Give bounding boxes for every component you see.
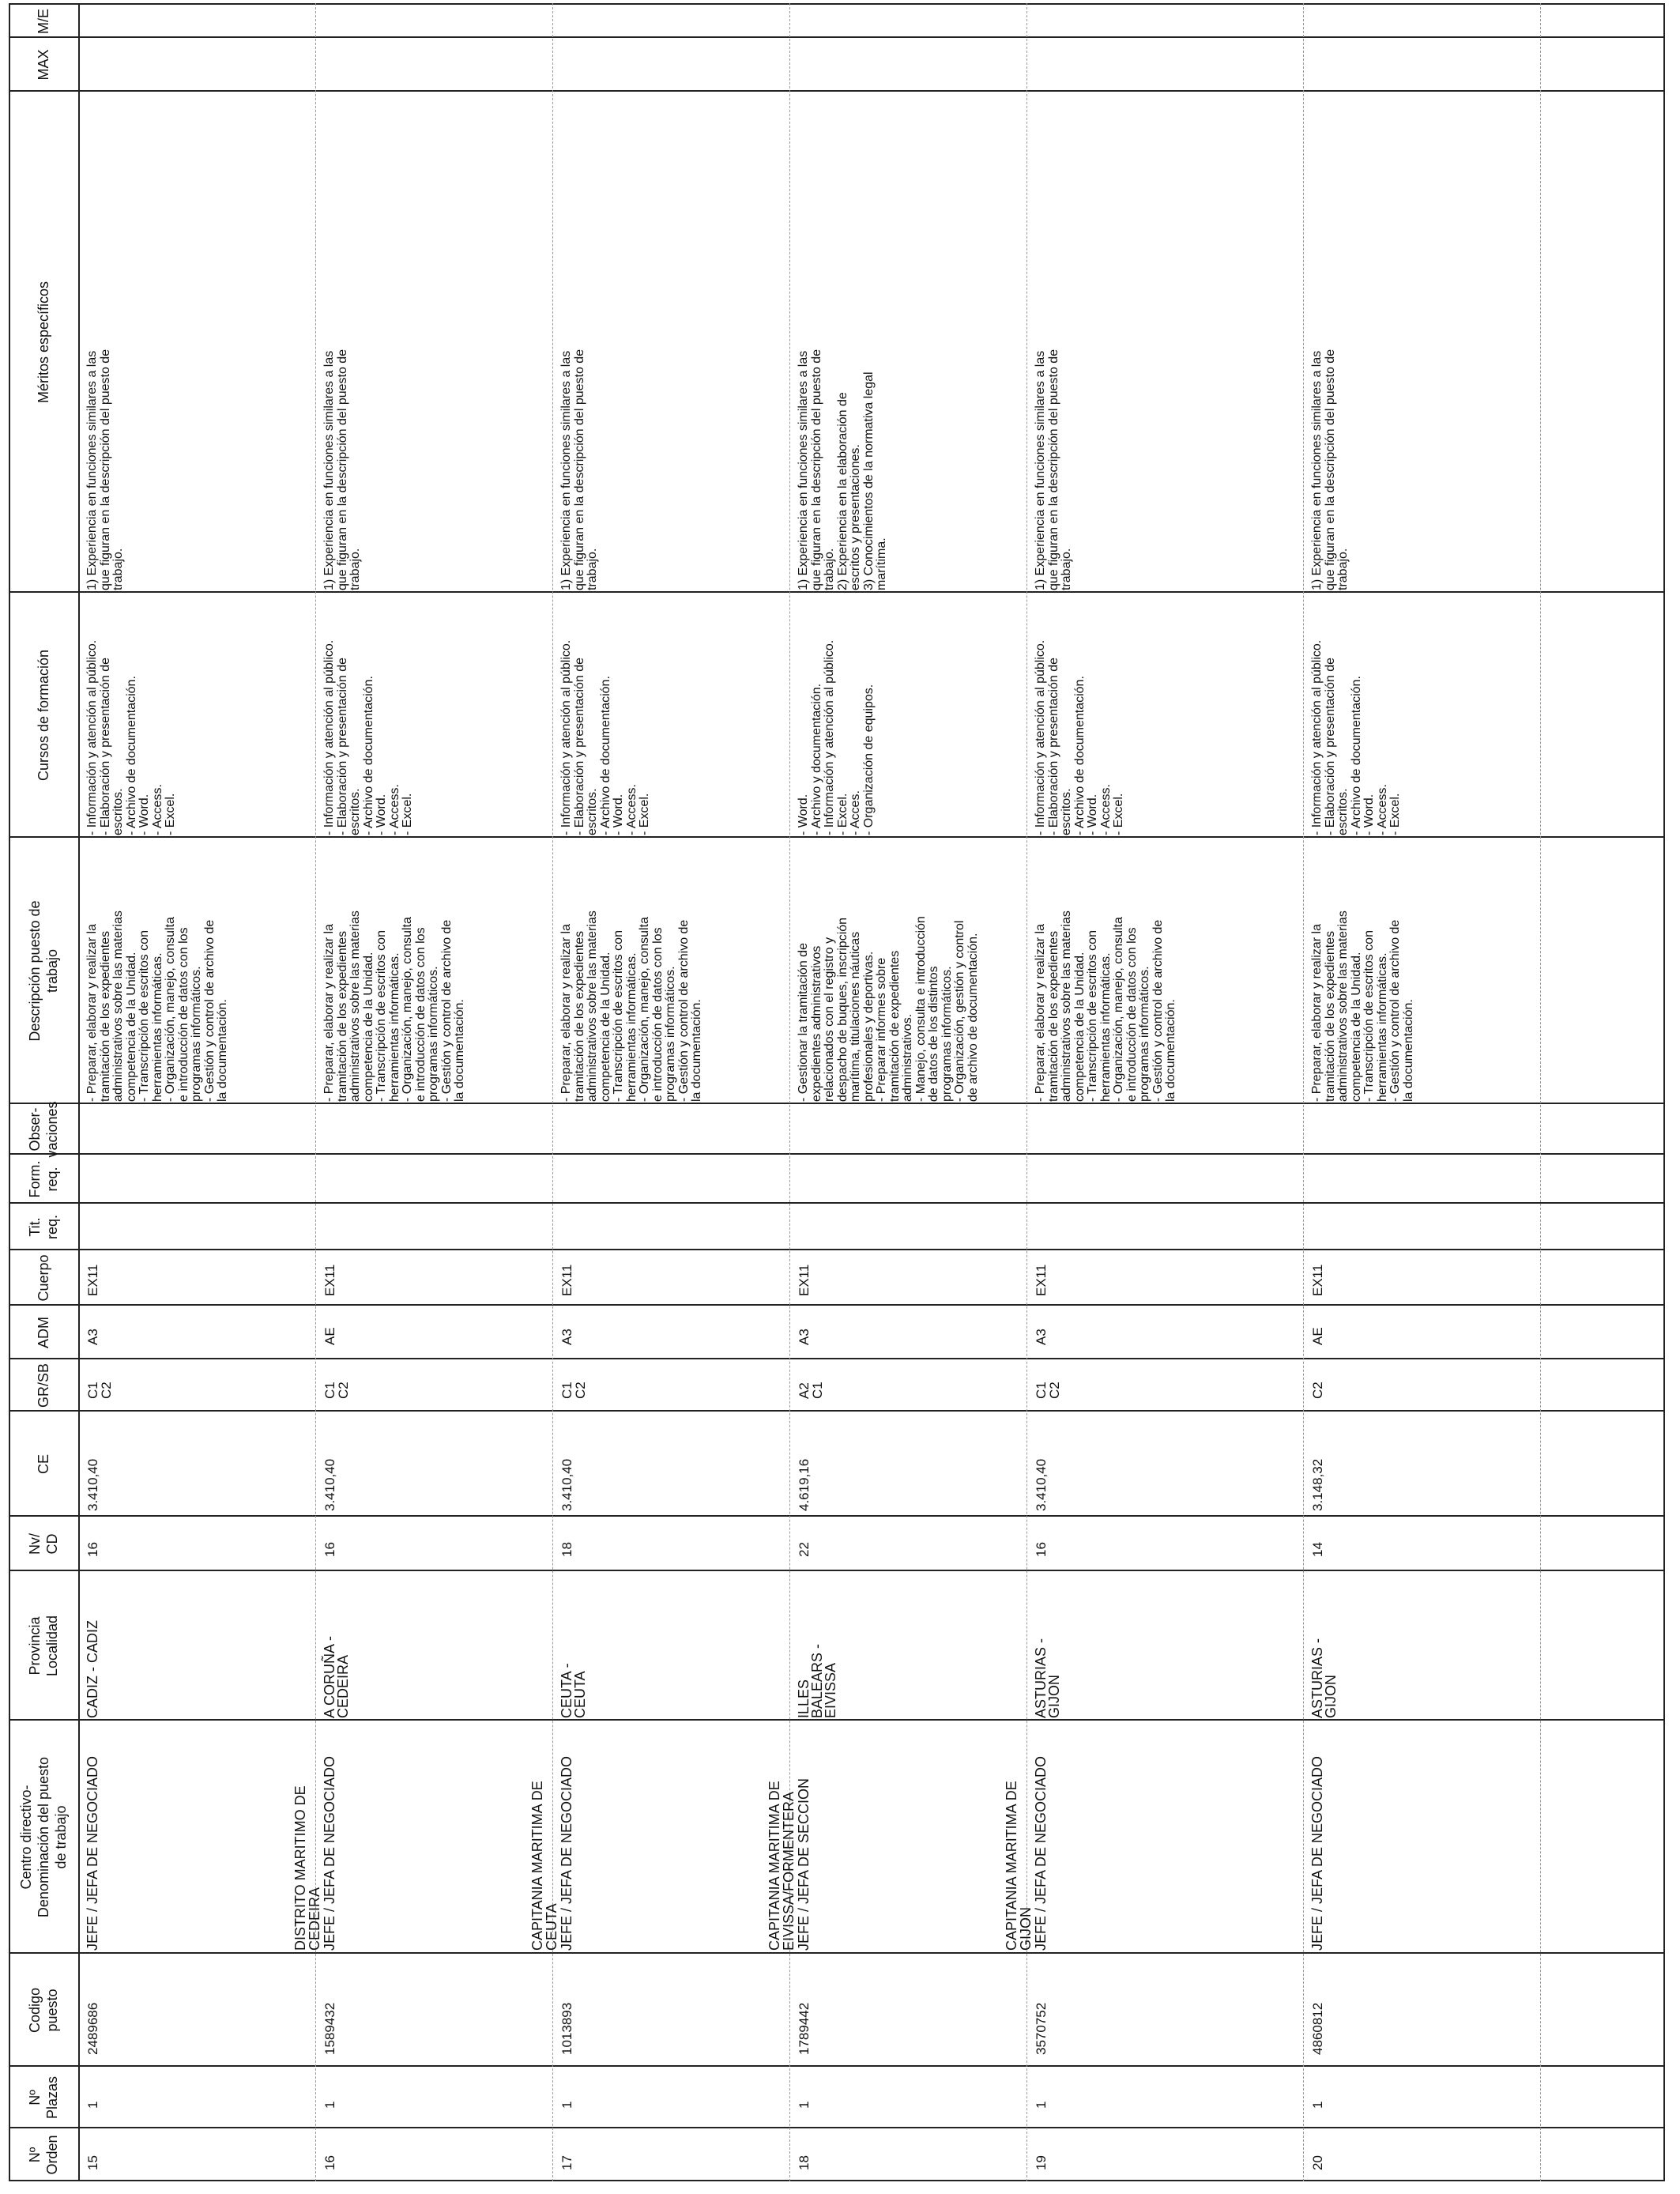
plazas-cell: 1 [1310, 2101, 1325, 2109]
descripcion-list-line: competencia de la Unidad. [124, 952, 138, 1102]
header-observaciones: Obser- vaciones [27, 1101, 60, 1158]
cuerpo-cell: EX11 [559, 1264, 574, 1296]
grupo-cell: C2 [1310, 1382, 1325, 1399]
header-plazas: Nº Plazas [27, 2075, 60, 2120]
cursos-list-line: - Access. [1375, 784, 1389, 835]
descripcion-list-line: - Gestión y control de archivo de [439, 919, 454, 1102]
descripcion-list-line: - Gestión y control de archivo de [1151, 919, 1165, 1102]
nivel-cell: 22 [797, 1542, 812, 1557]
cursos-list-line: - Archivo y documentación. [809, 683, 823, 835]
cursos-list-line: - Word. [797, 794, 810, 835]
descripcion-list-line: programas informáticos. [427, 966, 440, 1102]
meritos-list-line: 1) Experiencia en funciones similares a las [1034, 350, 1047, 590]
cursos-list-line: - Excel. [1112, 793, 1125, 835]
cursos-list-line: - Elaboración y presentación de [335, 657, 349, 835]
descripcion-list-line: - Transcripción de escritos con [375, 930, 388, 1102]
nivel-cell: 16 [322, 1542, 337, 1557]
descripcion-list-line: competencia de la Unidad. [1072, 952, 1087, 1102]
meritos-list-line: que figuran en la descripción del puesto de [1323, 349, 1337, 590]
codigo-cell: 1013893 [559, 2002, 574, 2055]
descripcion-list-line: - Gestionar la tramitación de [797, 943, 810, 1102]
ce-cell: 3.410,40 [322, 1458, 337, 1511]
codigo-cell: 1589432 [322, 2002, 337, 2055]
descripcion-list-line: administrativos sobre las materias [1060, 910, 1073, 1102]
header-cursos: Cursos de formación [36, 649, 51, 782]
cursos-list-line: - Archivo de documentación. [1349, 676, 1363, 835]
header-orden: Nº Orden [27, 2135, 60, 2175]
descripcion-list-line: - Gestión y control de archivo de [676, 919, 691, 1102]
cursos-list-line: - Word. [612, 794, 625, 835]
cursos-list [1311, 594, 1403, 835]
descripcion-list-line: - Organización, gestión y control [953, 920, 966, 1102]
orden-cell: 15 [85, 2155, 100, 2170]
descripcion-list-line: tramitación de los expedientes [98, 930, 112, 1102]
puesto-cell: JEFE / JEFA DE NEGOCIADO [1309, 1755, 1325, 1951]
header-codigo: Codigo puesto [27, 1987, 60, 2034]
meritos-list [86, 100, 126, 590]
plazas-cell: 1 [797, 2101, 812, 2109]
descripcion-list-line: tramitación de expedientes [887, 950, 902, 1102]
nivel-cell: 16 [1034, 1542, 1049, 1557]
meritos-list-line: trabajo. [348, 548, 362, 590]
nivel-cell: 16 [85, 1542, 100, 1557]
codigo-cell: 2489686 [85, 2002, 100, 2055]
descripcion-list-line: marítima, titulaciones náuticas [849, 931, 862, 1102]
codigo-cell: 1789442 [797, 2002, 812, 2055]
descripcion-list-line: e introducción de datos con los [176, 927, 190, 1102]
meritos-list-line: marítima. [875, 537, 888, 590]
meritos-list [1311, 100, 1350, 590]
descripcion-list-line: - Preparar informes sobre [875, 957, 888, 1102]
cursos-list-line: - Excel. [1388, 793, 1402, 835]
cursos-list-line: - Acces. [849, 790, 862, 835]
cursos-list-line: - Word. [1086, 794, 1099, 835]
descripcion-list-line: la documentación. [216, 999, 229, 1102]
cursos-list-line: escritos. [586, 788, 599, 835]
header-titulacion: Tit. req. [27, 1214, 60, 1240]
cursos-list [323, 594, 415, 835]
orden-cell: 17 [559, 2155, 574, 2170]
plazas-cell: 1 [559, 2101, 574, 2109]
descripcion-list-line: la documentación. [1164, 999, 1177, 1102]
descripcion-list-line: - Preparar, elaborar y realizar la [1034, 924, 1047, 1102]
descripcion-list-line: administrativos sobre las materias [586, 910, 599, 1102]
descripcion-list-line: programas informáticos. [1138, 966, 1151, 1102]
cursos-list [797, 594, 876, 835]
descripcion-list-line: expedientes administrativos [809, 945, 823, 1102]
meritos-list-line: que figuran en la descripción del puesto de [1046, 349, 1060, 590]
cursos-list [86, 594, 178, 835]
descripcion-list-line: - Transcripción de escritos con [137, 930, 151, 1102]
descripcion-list-line: e introducción de datos con los [1124, 927, 1139, 1102]
meritos-list-line: escritos y presentaciones. [849, 444, 862, 590]
descripcion-list-line: administrativos. [901, 1013, 914, 1102]
cursos-list-line: - Archivo de documentación. [1072, 676, 1087, 835]
provincia-cell: ASTURIAS - GIJON [1033, 1638, 1062, 1718]
header-nivel: Nv/ CD [27, 1533, 60, 1555]
ce-cell: 3.148,32 [1310, 1458, 1325, 1511]
cursos-list-line: - Información y atención al público. [85, 639, 99, 835]
descripcion-list-line: tramitación de los expedientes [1046, 930, 1060, 1102]
descripcion-list-line: tramitación de los expedientes [335, 930, 349, 1102]
cursos-list-line: - Información y atención al público. [559, 639, 573, 835]
descripcion-list-line: herramientas informáticas. [387, 952, 401, 1102]
cursos-list [1034, 594, 1126, 835]
provincia-cell: A CORUÑA - CEDEIRA [322, 1635, 351, 1718]
centro-directivo: DISTRITO MARITIMO DE CEDEIRA [292, 1785, 322, 1951]
descripcion-list-line: administrativos sobre las materias [1336, 910, 1350, 1102]
descripcion-list [797, 841, 980, 1102]
descripcion-list-line: - Preparar, elaborar y realizar la [1310, 924, 1324, 1102]
header-formacion: Form. req. [27, 1160, 60, 1198]
descripcion-list-line: e introducción de datos con los [413, 927, 428, 1102]
cursos-list-line: escritos. [1336, 788, 1350, 835]
cursos-list-line: escritos. [348, 788, 362, 835]
provincia-cell: ILLES BALEARS - EIVISSA [796, 1643, 838, 1718]
descripcion-list-line: - Organización, manejo, consulta [638, 917, 651, 1102]
cuerpo-cell: EX11 [1310, 1264, 1325, 1296]
descripcion-list-line: - Organización, manejo, consulta [164, 917, 177, 1102]
cursos-list-line: escritos. [111, 788, 125, 835]
cursos-list-line: - Información y atención al público. [823, 639, 836, 835]
descripcion-list-line: - Preparar, elaborar y realizar la [85, 924, 99, 1102]
cuerpo-cell: EX11 [797, 1264, 812, 1296]
cursos-list-line: - Access. [624, 784, 638, 835]
descripcion-list-line: la documentación. [1401, 999, 1415, 1102]
cursos-list-line: - Excel. [835, 793, 849, 835]
header-descripcion: Descripción puesto de trabajo [27, 900, 60, 1042]
meritos-list-line: trabajo. [1336, 548, 1350, 590]
cursos-list-line: - Información y atención al público. [1034, 639, 1047, 835]
puesto-cell: JEFE / JEFA DE NEGOCIADO [85, 1755, 100, 1951]
meritos-list [797, 100, 889, 590]
header-me: M/E [36, 9, 51, 35]
descripcion-list-line: - Transcripción de escritos con [612, 930, 625, 1102]
puesto-cell: JEFE / JEFA DE NEGOCIADO [559, 1755, 574, 1951]
descripcion-list-line: - Organización, manejo, consulta [1112, 917, 1125, 1102]
meritos-list-line: trabajo. [1060, 548, 1073, 590]
cursos-list-line: - Archivo de documentación. [124, 676, 138, 835]
descripcion-list [323, 841, 467, 1102]
meritos-list-line: 1) Experiencia en funciones similares a las [797, 350, 810, 590]
descripcion-list-line: de archivo de documentación. [966, 933, 980, 1102]
descripcion-list-line: herramientas informáticas. [1098, 952, 1113, 1102]
meritos-list-line: que figuran en la descripción del puesto de [98, 349, 112, 590]
plazas-cell: 1 [322, 2101, 337, 2109]
meritos-list-line: que figuran en la descripción del puesto de [809, 349, 823, 590]
descripcion-list-line: despacho de buques, inscripción [835, 917, 849, 1102]
cursos-list-line: - Elaboración y presentación de [1323, 657, 1337, 835]
descripcion-list-line: competencia de la Unidad. [1349, 952, 1363, 1102]
cursos-list-line: escritos. [1060, 788, 1073, 835]
cursos-list [560, 594, 652, 835]
cursos-list-line: - Archivo de documentación. [598, 676, 612, 835]
header-meritos: Méritos específicos [36, 281, 51, 404]
job-positions-table [9, 3, 1665, 2181]
orden-cell: 16 [322, 2155, 337, 2170]
descripcion-list-line: - Preparar, elaborar y realizar la [559, 924, 573, 1102]
puesto-cell: JEFE / JEFA DE NEGOCIADO [322, 1755, 337, 1951]
descripcion-list-line: la documentación. [690, 999, 703, 1102]
table-header [9, 5, 78, 2181]
orden-cell: 18 [797, 2155, 812, 2170]
descripcion-list-line: - Organización, manejo, consulta [401, 917, 414, 1102]
cursos-list-line: - Organización de equipos. [861, 684, 876, 835]
descripcion-list-line: programas informáticos. [940, 966, 954, 1102]
centro-directivo: CAPITANIA MARITIMA DE CEUTA [529, 1781, 559, 1951]
descripcion-list-line: administrativos sobre las materias [111, 910, 125, 1102]
puesto-cell: JEFE / JEFA DE SECCION [796, 1777, 812, 1951]
cursos-list-line: - Información y atención al público. [322, 639, 336, 835]
nivel-cell: 14 [1310, 1542, 1325, 1557]
descripcion-list-line: - Transcripción de escritos con [1362, 930, 1376, 1102]
grupo-cell: A2 C1 [797, 1382, 825, 1399]
provincia-cell: CEUTA - CEUTA [559, 1663, 588, 1718]
cursos-list-line: - Excel. [638, 793, 651, 835]
adm-cell: A3 [797, 1329, 812, 1345]
cursos-list-line: - Word. [1362, 794, 1376, 835]
descripcion-list-line: - Gestión y control de archivo de [1388, 919, 1402, 1102]
descripcion-list-line: de datos de los distintos [927, 966, 940, 1102]
codigo-cell: 3570752 [1034, 2002, 1049, 2055]
cuerpo-cell: EX11 [85, 1264, 100, 1296]
descripcion-list-line: - Gestión y control de archivo de [202, 919, 217, 1102]
meritos-list-line: trabajo. [823, 548, 836, 590]
codigo-cell: 4860812 [1310, 2002, 1325, 2055]
descripcion-list-line: herramientas informáticas. [1375, 952, 1389, 1102]
adm-cell: A3 [1034, 1329, 1049, 1345]
ce-cell: 3.410,40 [1034, 1458, 1049, 1511]
descripcion-list [86, 841, 230, 1102]
descripcion-list-line: programas informáticos. [664, 966, 677, 1102]
centro-directivo: CAPITANIA MARITIMA DE EIVISSA/FORMENTERA [767, 1781, 797, 1951]
cursos-list-line: - Access. [387, 784, 401, 835]
header-centro: Centro directivo- Denominación del puesto de trabajo [18, 1756, 69, 1918]
header-adm: ADM [36, 1317, 51, 1348]
adm-cell: A3 [85, 1329, 100, 1345]
grupo-cell: C1 C2 [85, 1382, 114, 1399]
grupo-cell: C1 C2 [559, 1382, 588, 1399]
header-grupo: GR/SB [36, 1363, 51, 1408]
meritos-list-line: 2) Experiencia en la elaboración de [835, 392, 849, 590]
header-cuerpo: Cuerpo [36, 1254, 51, 1302]
adm-cell: AE [322, 1327, 337, 1345]
descripcion-list [1034, 841, 1178, 1102]
cursos-list-line: - Excel. [401, 793, 414, 835]
descripcion-list-line: competencia de la Unidad. [361, 952, 375, 1102]
cursos-list-line: - Elaboración y presentación de [1046, 657, 1060, 835]
descripcion-list-line: tramitación de los expedientes [1323, 930, 1337, 1102]
descripcion-list-line: la documentación. [453, 999, 466, 1102]
meritos-list-line: que figuran en la descripción del puesto de [572, 349, 586, 590]
meritos-list-line: 1) Experiencia en funciones similares a las [559, 350, 573, 590]
descripcion-list [1311, 841, 1415, 1102]
meritos-list [323, 100, 363, 590]
descripcion-list-line: relacionados con el registro y [823, 937, 836, 1102]
descripcion-list-line: profesionales y deportivas. [861, 951, 876, 1102]
cursos-list-line: - Elaboración y presentación de [98, 657, 112, 835]
cuerpo-cell: EX11 [322, 1264, 337, 1296]
meritos-list-line: trabajo. [111, 548, 125, 590]
descripcion-list-line: - Manejo, consulta e introducción [913, 916, 928, 1102]
orden-cell: 19 [1034, 2155, 1049, 2170]
header-max: MAX [36, 49, 51, 81]
cursos-list-line: - Word. [375, 794, 388, 835]
descripcion-list-line: - Preparar, elaborar y realizar la [322, 924, 336, 1102]
cursos-list-line: - Elaboración y presentación de [572, 657, 586, 835]
descripcion-list-line: competencia de la Unidad. [598, 952, 612, 1102]
orden-cell: 20 [1310, 2155, 1325, 2170]
grupo-cell: C1 C2 [1034, 1382, 1062, 1399]
cursos-list-line: - Access. [150, 784, 164, 835]
centro-directivo: CAPITANIA MARITIMA DE GIJON [1004, 1781, 1034, 1951]
meritos-list-line: 1) Experiencia en funciones similares a las [85, 350, 99, 590]
plazas-cell: 1 [85, 2101, 100, 2109]
descripcion-list-line: - Transcripción de escritos con [1086, 930, 1099, 1102]
header-ce: CE [36, 1454, 51, 1475]
plazas-cell: 1 [1034, 2101, 1049, 2109]
adm-cell: A3 [559, 1329, 574, 1345]
cursos-list-line: - Excel. [164, 793, 177, 835]
puesto-cell: JEFE / JEFA DE NEGOCIADO [1033, 1755, 1049, 1951]
meritos-list-line: trabajo. [586, 548, 599, 590]
meritos-list-line: que figuran en la descripción del puesto de [335, 349, 349, 590]
adm-cell: AE [1310, 1327, 1325, 1345]
meritos-list-line: 1) Experiencia en funciones similares a las [1310, 350, 1324, 590]
ce-cell: 4.619,16 [797, 1458, 812, 1511]
cursos-list-line: - Access. [1098, 784, 1113, 835]
meritos-list-line: 3) Conocimientos de la normativa legal [861, 371, 876, 590]
cursos-list-line: - Word. [137, 794, 151, 835]
cuerpo-cell: EX11 [1034, 1264, 1049, 1296]
ce-cell: 3.410,40 [85, 1458, 100, 1511]
header-provincia: Provincia Localidad [27, 1615, 60, 1677]
descripcion-list-line: programas informáticos. [190, 966, 203, 1102]
descripcion-list-line: herramientas informáticas. [150, 952, 164, 1102]
descripcion-list-line: administrativos sobre las materias [348, 910, 362, 1102]
provincia-cell: CADIZ - CADIZ [85, 1620, 100, 1718]
cursos-list-line: - Información y atención al público. [1310, 639, 1324, 835]
meritos-list [1034, 100, 1074, 590]
descripcion-list-line: e introducción de datos con los [650, 927, 665, 1102]
cursos-list-line: - Archivo de documentación. [361, 676, 375, 835]
meritos-list-line: 1) Experiencia en funciones similares a las [322, 350, 336, 590]
provincia-cell: ASTURIAS - GIJON [1309, 1638, 1339, 1718]
ce-cell: 3.410,40 [559, 1458, 574, 1511]
descripcion-list [560, 841, 704, 1102]
descripcion-list-line: tramitación de los expedientes [572, 930, 586, 1102]
nivel-cell: 18 [559, 1542, 574, 1557]
meritos-list [560, 100, 600, 590]
grupo-cell: C1 C2 [322, 1382, 351, 1399]
descripcion-list-line: herramientas informáticas. [624, 952, 638, 1102]
